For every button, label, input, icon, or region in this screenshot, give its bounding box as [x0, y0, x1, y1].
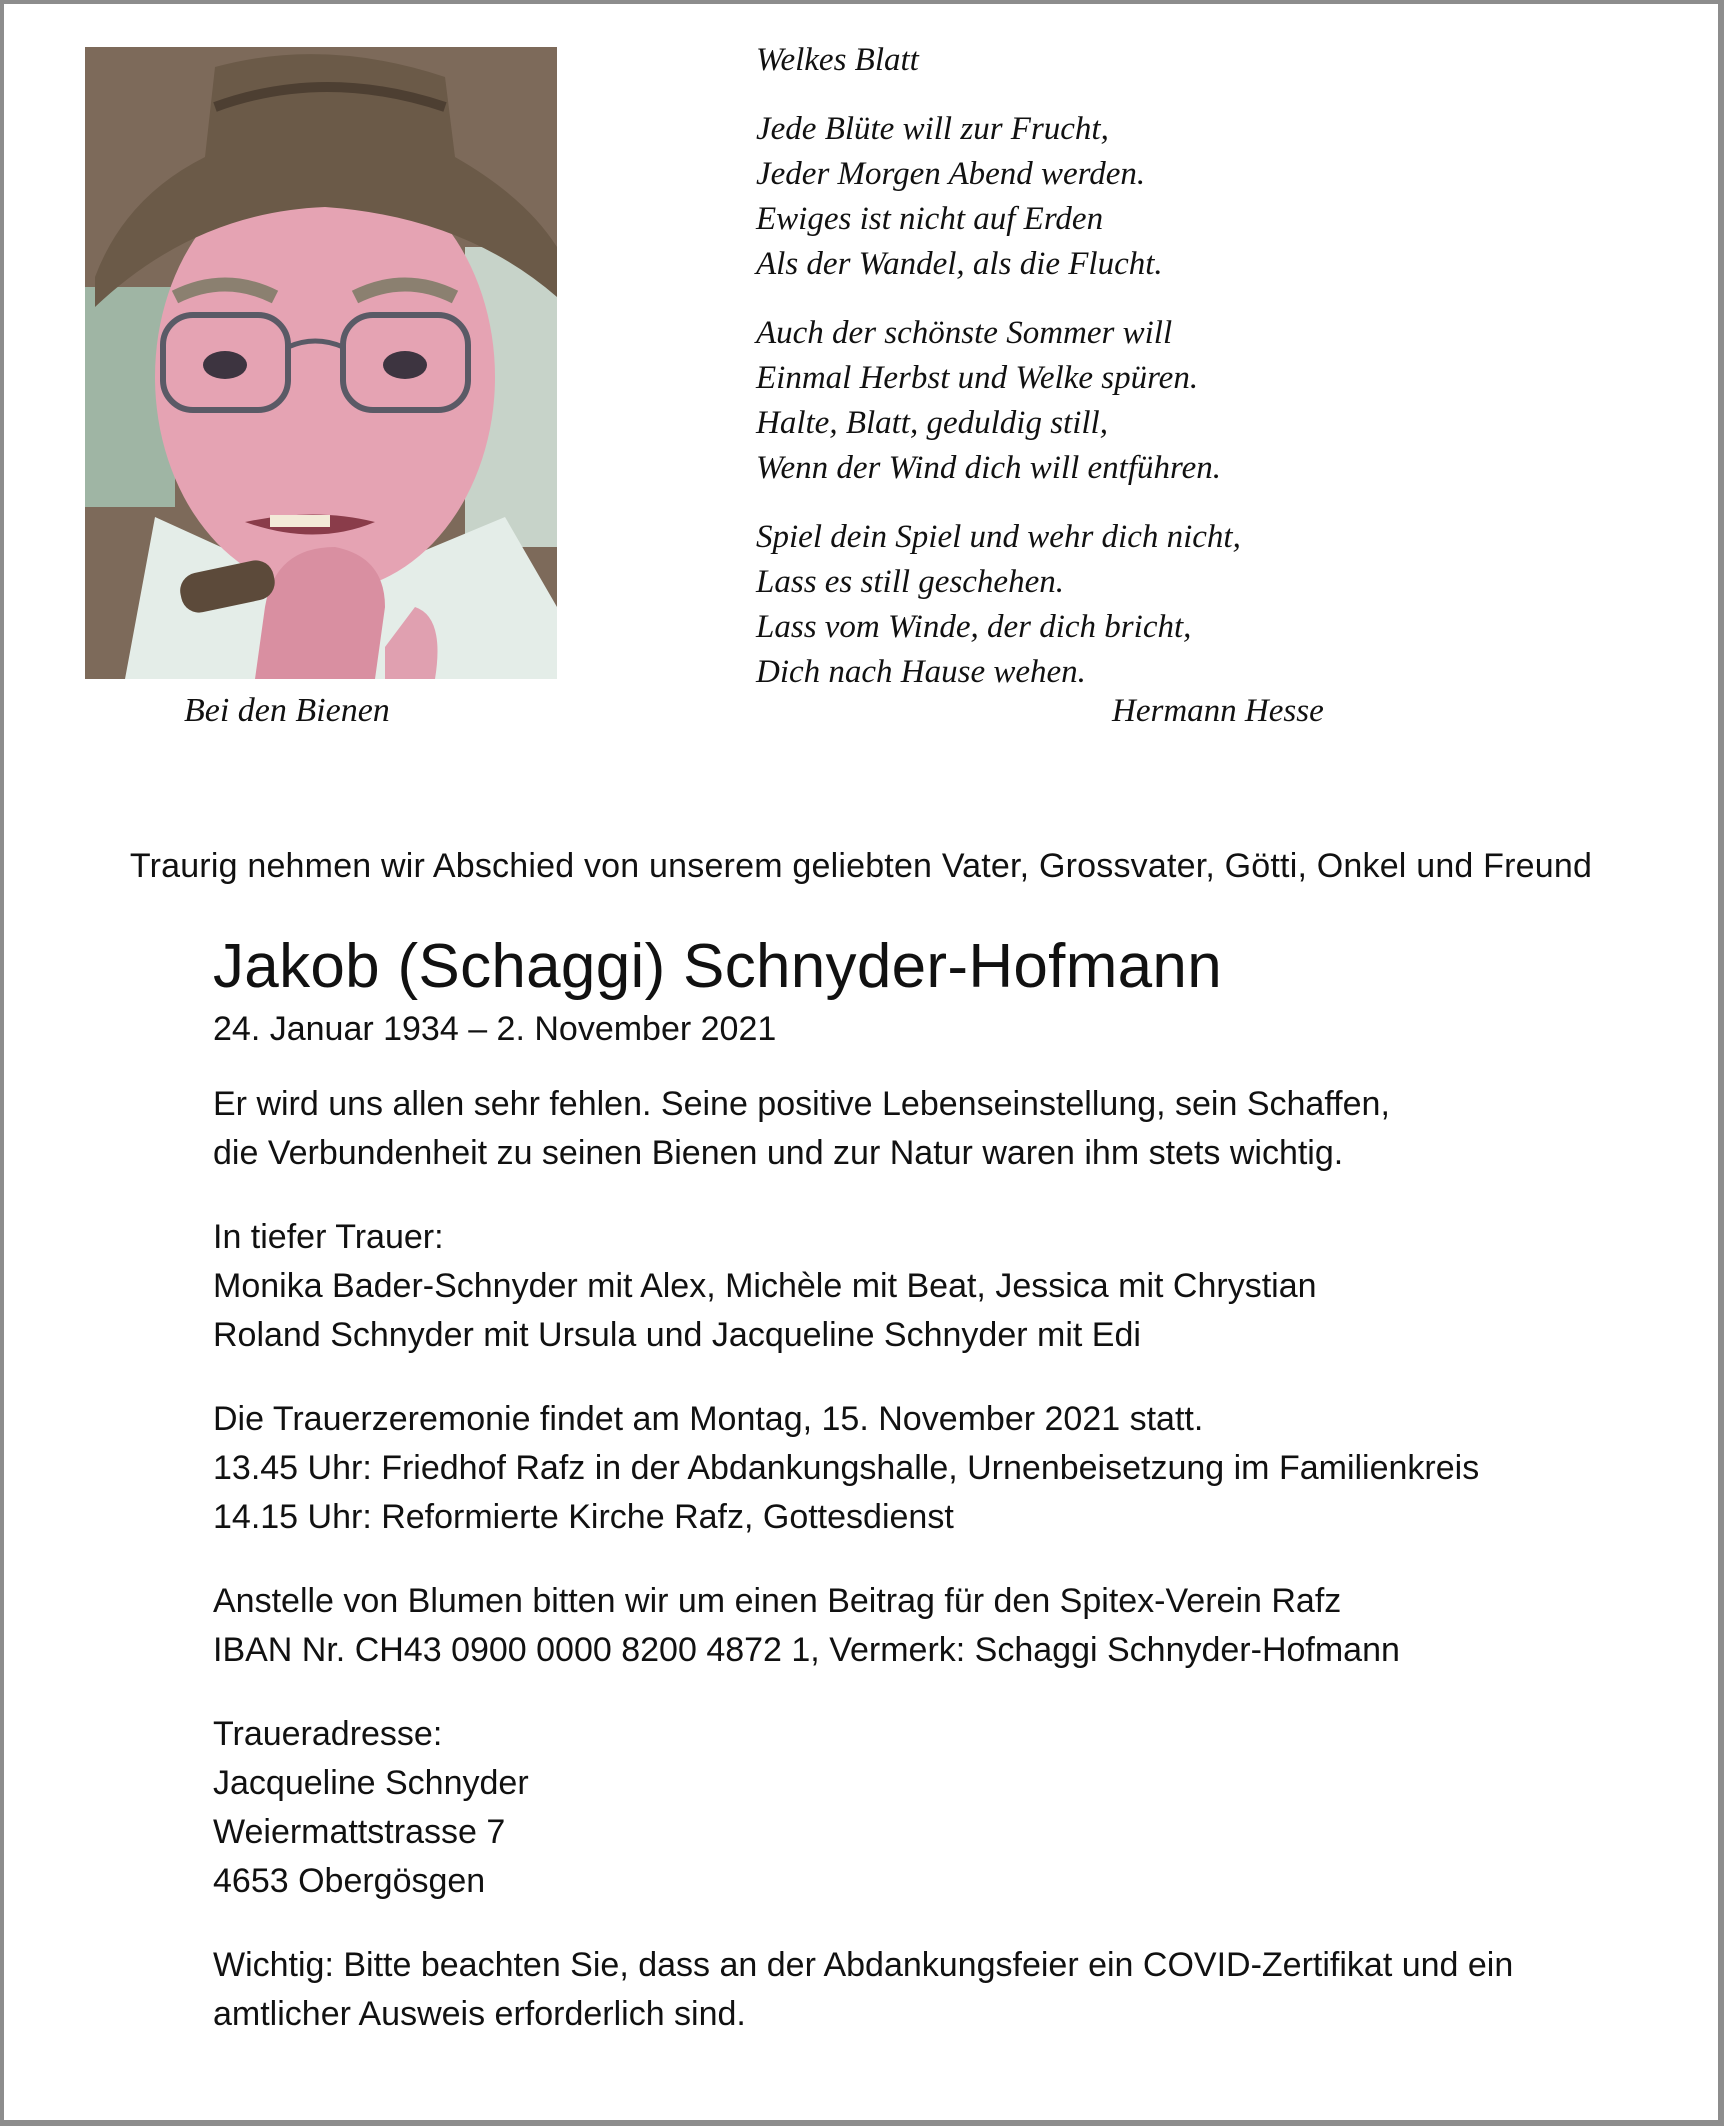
poem [756, 38, 1241, 719]
poem-line: Spiel dein Spiel und wehr dich nicht, [756, 519, 1241, 555]
mourners-list [213, 1213, 1693, 1360]
obituary-page [4, 4, 1718, 2120]
donation-info [213, 1577, 1693, 1675]
covid-notice [213, 1941, 1693, 2039]
obituary-body [213, 929, 1693, 2074]
ceremony-line: 14.15 Uhr: Reformierte Kirche Rafz, Gottesdienst [213, 1498, 954, 1536]
tribute-line: die Verbundenheit zu seinen Bienen und zur Natur waren ihm stets wichtig. [213, 1134, 1344, 1172]
notice-line: Wichtig: Bitte beachten Sie, dass an der Abdankungsfeier ein COVID-Zertifikat und ein [213, 1946, 1514, 1984]
poem-line: Wenn der Wind dich will entführen. [756, 450, 1222, 486]
poem-line: Dich nach Hause wehen. [756, 654, 1086, 690]
mourners-line: Roland Schnyder mit Ursula und Jacqueline Schnyder mit Edi [213, 1316, 1141, 1354]
poem-line: Jede Blüte will zur Frucht, [756, 111, 1109, 147]
photo-caption: Bei den Bienen [184, 692, 390, 729]
donation-iban: IBAN Nr. CH43 0900 0000 8200 4872 1, Vermerk: Schaggi Schnyder-Hofmann [213, 1631, 1400, 1669]
notice-line: amtlicher Ausweis erforderlich sind. [213, 1995, 746, 2033]
mourners-line: Monika Bader-Schnyder mit Alex, Michèle mit Beat, Jessica mit Chrystian [213, 1267, 1317, 1305]
poem-line: Lass vom Winde, der dich bricht, [756, 609, 1192, 645]
farewell-intro: Traurig nehmen wir Abschied von unserem geliebten Vater, Grossvater, Götti, Onkel und Freund [129, 847, 1593, 885]
poem-title: Welkes Blatt [756, 42, 919, 78]
portrait-illustration [85, 47, 557, 679]
mourners-heading: In tiefer Trauer: [213, 1218, 444, 1256]
poem-stanza-3 [756, 515, 1241, 695]
address-line: Jacqueline Schnyder [213, 1764, 529, 1802]
poem-line: Als der Wandel, als die Flucht. [756, 246, 1163, 282]
poem-line: Lass es still geschehen. [756, 564, 1064, 600]
poem-line: Auch der schönste Sommer will [756, 315, 1173, 351]
tribute-line: Er wird uns allen sehr fehlen. Seine positive Lebenseinstellung, sein Schaffen, [213, 1085, 1390, 1123]
poem-line: Ewiges ist nicht auf Erden [756, 201, 1104, 237]
ceremony-info [213, 1395, 1693, 1542]
poem-stanza-1 [756, 107, 1241, 287]
tribute-text [213, 1080, 1693, 1178]
poem-line: Halte, Blatt, geduldig still, [756, 405, 1108, 441]
address-line: Weiermattstrasse 7 [213, 1813, 506, 1851]
poem-line: Einmal Herbst und Welke spüren. [756, 360, 1199, 396]
address-heading: Traueradresse: [213, 1715, 443, 1753]
donation-line: Anstelle von Blumen bitten wir um einen Beitrag für den Spitex-Verein Rafz [213, 1582, 1342, 1620]
mourning-address [213, 1710, 1693, 1906]
ceremony-line: 13.45 Uhr: Friedhof Rafz in der Abdankungshalle, Urnenbeisetzung im Familienkreis [213, 1449, 1480, 1487]
poem-stanza-2 [756, 311, 1241, 491]
portrait-photo [85, 47, 557, 679]
deceased-name: Jakob (Schaggi) Schnyder-Hofmann [213, 932, 1222, 1001]
poem-line: Jeder Morgen Abend werden. [756, 156, 1146, 192]
poem-author: Hermann Hesse [1112, 693, 1324, 729]
address-line: 4653 Obergösgen [213, 1862, 486, 1900]
life-dates: 24. Januar 1934 – 2. November 2021 [213, 1010, 777, 1048]
ceremony-line: Die Trauerzeremonie findet am Montag, 15. November 2021 statt. [213, 1400, 1204, 1438]
